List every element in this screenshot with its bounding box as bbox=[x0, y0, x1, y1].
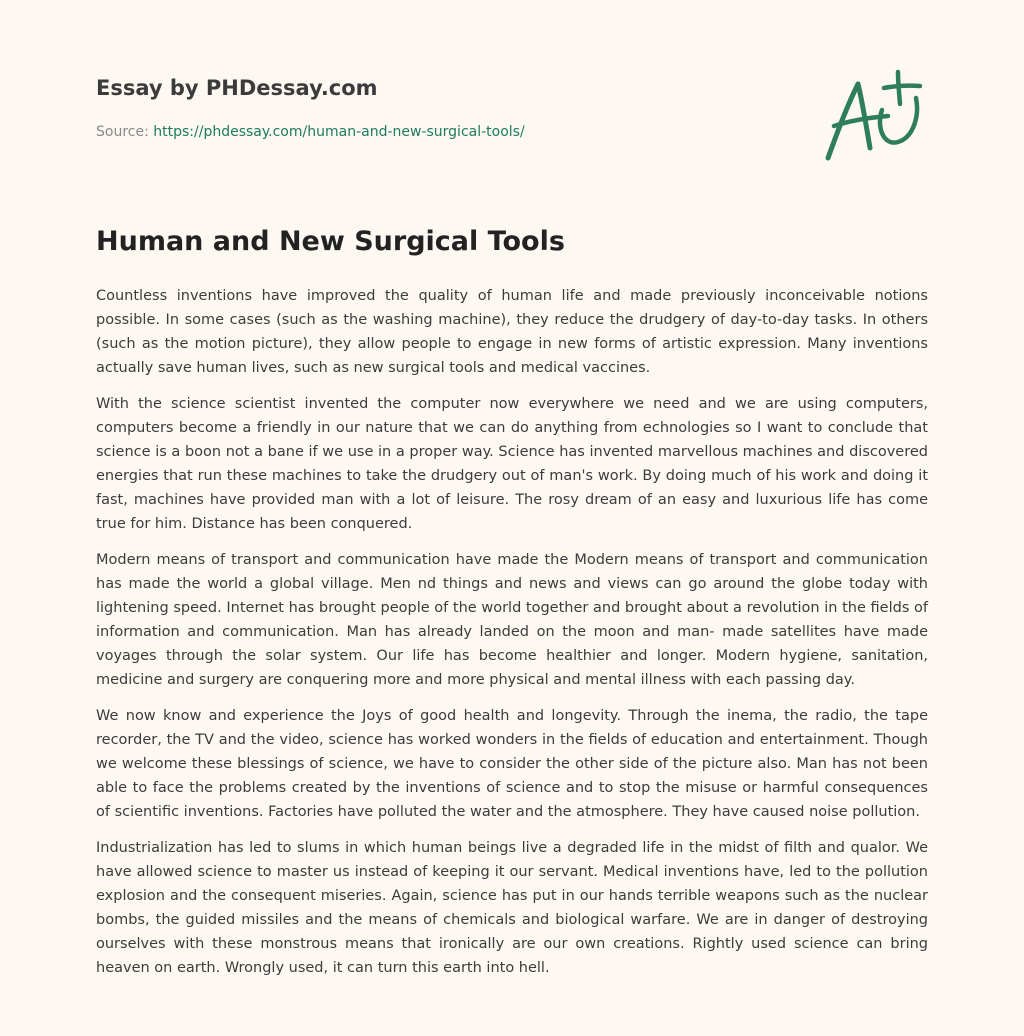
essay-paragraph: Countless inventions have improved the quality of human life and made previously inconceivable notions possible. In some cases (such as the washing machine), they reduce the drudgery of day-to-day tasks. In others (such as the motion picture), they allow people to engage in new forms of artistic expression. Many inventions actually save human lives, such as new surgical tools and medical vaccines. bbox=[96, 288, 928, 376]
source-link[interactable]: https://phdessay.com/human-and-new-surgical-tools/ bbox=[153, 124, 525, 140]
essay-body bbox=[96, 284, 928, 992]
site-brand: Essay by PHDessay.com bbox=[96, 76, 378, 100]
essay-title: Human and New Surgical Tools bbox=[96, 226, 565, 257]
source-line bbox=[96, 124, 525, 140]
source-label: Source: bbox=[96, 124, 154, 140]
a-plus-logo-icon bbox=[818, 66, 930, 166]
essay-paragraph: Industrialization has led to slums in which human beings live a degraded life in the midst of filth and qualor. We have allowed science to master us instead of keeping it our servant. Medical inventions have, led to the pollution explosion and the consequent miseries. Again, science has put in our hands terrible weapons such as the nuclear bombs, the guided missiles and the means of chemicals and biological warfare. We are in danger of destroying ourselves with these monstrous means that ironically are our own creations. Rightly used science can bring heaven on earth. Wrongly used, it can turn this earth into hell. bbox=[96, 840, 928, 976]
essay-paragraph: With the science scientist invented the computer now everywhere we need and we are using computers, computers become a friendly in our nature that we can do anything from echnologies so I want to conclude that science is a boon not a bane if we use in a proper way. Science has invented marvellous machines and discovered energies that run these machines to take the drudgery out of man's work. By doing much of his work and doing it fast, machines have provided man with a lot of leisure. The rosy dream of an easy and luxurious life has come true for him. Distance has been conquered. bbox=[96, 396, 928, 532]
essay-paragraph: We now know and experience the Joys of good health and longevity. Through the inema, the radio, the tape recorder, the TV and the video, science has worked wonders in the fields of education and entertainment. Though we welcome these blessings of science, we have to consider the other side of the picture also. Man has not been able to face the problems created by the inventions of science and to stop the misuse or harmful consequences of scientific inventions. Factories have polluted the water and the atmosphere. They have caused noise pollution. bbox=[96, 708, 928, 820]
essay-paragraph: Modern means of transport and communication have made the Modern means of transport and communication has made the world a global village. Men nd things and news and views can go around the globe today with lightening speed. Internet has brought people of the world together and brought about a revolution in the fields of information and communication. Man has already landed on the moon and man- made satellites have made voyages through the solar system. Our life has become healthier and longer. Modern hygiene, sanitation, medicine and surgery are conquering more and more physical and mental illness with each passing day. bbox=[96, 552, 928, 688]
